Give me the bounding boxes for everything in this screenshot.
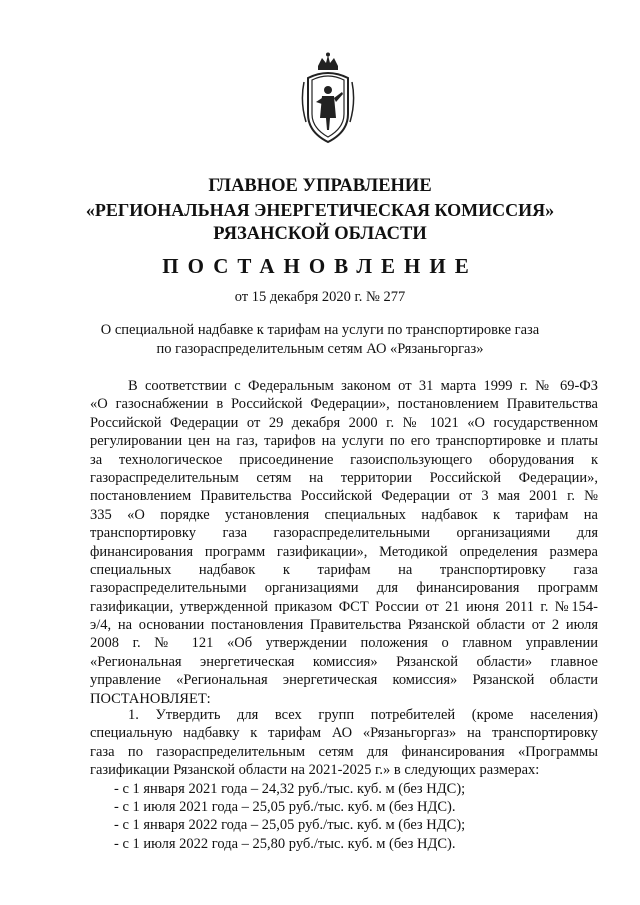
header-line-2: «РЕГИОНАЛЬНАЯ ЭНЕРГЕТИЧЕСКАЯ КОМИССИЯ» (85, 200, 555, 220)
coat-of-arms-icon (300, 52, 356, 148)
header-line-1: ГЛАВНОЕ УПРАВЛЕНИЕ (208, 176, 432, 196)
paragraph-line: 1. Утвердить для всех групп потребителей (кроме населения) (128, 707, 598, 723)
document-title: ПОСТАНОВЛЕНИЕ (162, 254, 478, 278)
paragraph-line: специальную надбавку к тарифам АО «Рязаньгоргаз» на транспортировку (90, 725, 598, 742)
paragraph-line: управление «Региональная энергетическая комиссия» Рязанской области (90, 672, 598, 689)
paragraph-line: постановлением Правительства Российской Федерации от 3 мая 2001 г. № (90, 488, 598, 505)
paragraph-line: газораспределительными организациями для финансирования программ (90, 580, 598, 597)
paragraph-line: газораспределительным сетям на территории Российской Федерации», (90, 469, 598, 486)
paragraph-line: за технологическое присоединение газоиспользующего оборудования к (90, 451, 598, 468)
document-date-number: от 15 декабря 2020 г. № 277 (234, 289, 406, 305)
subject-line-1: О специальной надбавке к тарифам на услуги по транспортировке газа (100, 322, 540, 338)
preamble-paragraph (90, 377, 598, 708)
subject-line-2: по газораспределительным сетям АО «Рязаньгоргаз» (156, 341, 484, 357)
paragraph-line: газификации Рязанской области на 2021-2025 г.» в следующих размерах: (90, 762, 540, 779)
paragraph-line: ПОСТАНОВЛЯЕТ: (90, 690, 211, 707)
paragraph-line: специальных надбавок к тарифам на транспортировку газа (90, 561, 598, 578)
rate-list-item: - с 1 июля 2021 года – 25,05 руб./тыс. куб. м (без НДС). (114, 798, 456, 815)
paragraph-line: газа по газораспределительным сетям для финансирования «Программы (90, 743, 598, 760)
paragraph-line: «Региональная энергетическая комиссия» Рязанской области» главное (90, 653, 598, 670)
paragraph-line: газификации, утвержденной приказом ФСТ России от 21 июня 2011 г. №154- (90, 598, 598, 615)
paragraph-line: В соответствии с Федеральным законом от 31 марта 1999 г. № 69-ФЗ (128, 378, 598, 394)
paragraph-line: транспортировку газа газораспределительными организациями для (90, 525, 598, 542)
paragraph-line: «О газоснабжении в Российской Федерации», постановлением Правительства (90, 396, 598, 413)
paragraph-line: э/4, на основании постановления Правительства Рязанской области от 2 июля (90, 617, 598, 634)
rate-list-item: - с 1 июля 2022 года – 25,80 руб./тыс. куб. м (без НДС). (114, 835, 456, 852)
paragraph-line: 2008 г. № 121 «Об утверждении положения о главном управлении (90, 635, 598, 652)
rate-list-item: - с 1 января 2022 года – 25,05 руб./тыс. куб. м (без НДС); (114, 817, 466, 834)
paragraph-line: 335 «О порядке установления специальных надбавок к тарифам на (90, 506, 598, 523)
paragraph-line: регулировании цен на газ, тарифов на услуги по его транспортировке и платы (90, 433, 598, 450)
resolution-paragraph-1 (90, 706, 598, 853)
paragraph-line: финансирования программ газификации», Методикой определения размера (90, 543, 598, 560)
header-line-3: РЯЗАНСКОЙ ОБЛАСТИ (213, 224, 427, 244)
document-subject (0, 321, 640, 359)
rate-list-item: - с 1 января 2021 года – 24,32 руб./тыс. куб. м (без НДС); (114, 780, 466, 797)
paragraph-line: Российской Федерации от 29 декабря 2000 г. № 1021 «О государственном (90, 414, 598, 431)
